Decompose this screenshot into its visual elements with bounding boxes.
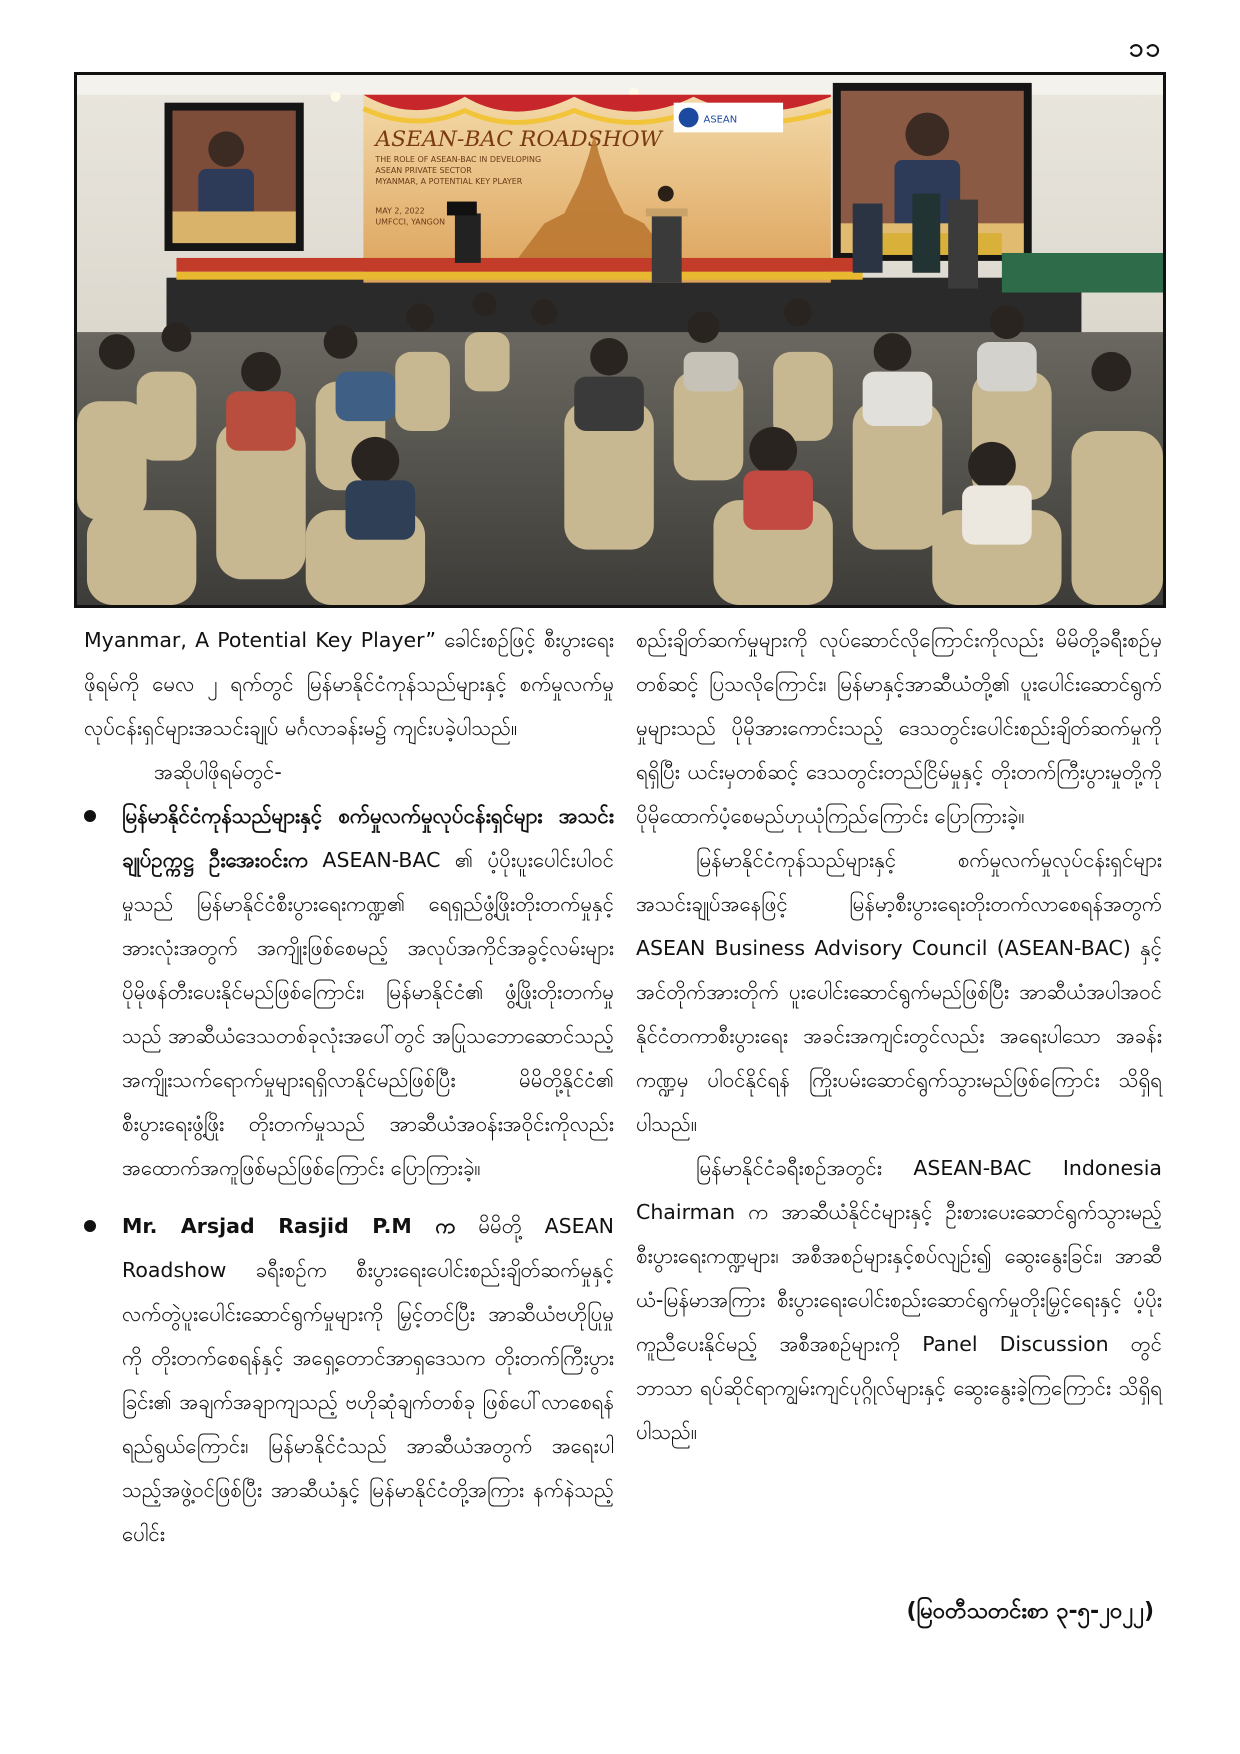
source-credit: (မြဝတီသတင်းစာ ၃-၅-၂၀၂၂) (906, 1599, 1154, 1624)
banner-subtitle-3: MYANMAR, A POTENTIAL KEY PLAYER (375, 176, 523, 186)
intro-paragraph: Myanmar, A Potential Key Player” ခေါင်းစဉ်ဖြင့် စီးပွားရေးဖိုရမ်ကို မေလ ၂ ရက်တွင် မြန်မာနိုင်ငံကုန်သည်များနှင့် စက်မှုလက်မှုလုပ်ငန်းရှင်များအသင်းချုပ် မင်္ဂလာခန်းမ၌ ကျင်းပခဲ့ပါသည်။ (84, 628, 614, 740)
forum-lead-paragraph: အဆိုပါဖိုရမ်တွင်- (154, 760, 282, 784)
banner-logo: ASEAN (703, 114, 738, 126)
right-column (636, 618, 1162, 1454)
banner-date: MAY 2, 2022 (375, 206, 425, 216)
bullet-speaker-name: Mr. Arsjad Rasjid P.M က (122, 1214, 456, 1238)
continued-paragraph: စည်းချိတ်ဆက်မှုများကို လုပ်ဆောင်လိုကြောင်းကိုလည်း မိမိတို့ခရီးစဉ်မှတစ်ဆင့် ပြသလိုကြောင်း၊ မြန်မာနှင့်အာဆီယံတို့၏ ပူးပေါင်းဆောင်ရွက်မှုများသည် ပိုမိုအားကောင်းသည့် ဒေသတွင်းပေါင်းစည်းချိတ်ဆက်မှုကိုရရှိပြီး ယင်းမှတစ်ဆင့် ဒေသတွင်းတည်ငြိမ်မှုနှင့် တိုးတက်ကြီးပွားမှုတို့ကို ပိုမိုထောက်ပံ့စေမည်ဟုယုံကြည်ကြောင်း ပြောကြားခဲ့။ (636, 628, 1162, 828)
banner-place: UMFCCI, YANGON (375, 217, 446, 227)
event-photo (74, 72, 1166, 608)
left-column (84, 618, 614, 1556)
bullet-speaker-statement: ASEAN-BAC ၏ ပံ့ပိုးပူးပေါင်းပါဝင်မှုသည် မြန်မာနိုင်ငံစီးပွားရေးကဏ္ဍ၏ ရေရှည်ဖွံ့ဖြိုးတိုးတက်မှုနှင့် အားလုံးအတွက် အကျိုးဖြစ်စေမည့် အလုပ်အကိုင်အခွင့်လမ်းများ ပိုမိုဖန်တီးပေးနိုင်မည်ဖြစ်ကြောင်း၊ မြန်မာနိုင်ငံ၏ ဖွံ့ဖြိုးတိုးတက်မှုသည် အာဆီယံဒေသတစ်ခုလုံးအပေါ်တွင် အပြုသဘောဆောင်သည့် အကျိုးသက်ရောက်မှုများရရှိလာနိုင်မည်ဖြစ်ပြီး မိမိတို့နိုင်ငံ၏ စီးပွားရေးဖွံ့ဖြိုး တိုးတက်မှုသည် အာဆီယံအဝန်းအဝိုင်းကိုလည်း အထောက်အကူဖြစ်မည်ဖြစ်ကြောင်း ပြောကြားခဲ့။ (122, 848, 615, 1180)
banner-subtitle-2: ASEAN PRIVATE SECTOR (375, 165, 472, 175)
page-number: ၁၁ (1128, 33, 1162, 63)
bullet-speaker-name: မြန်မာနိုင်ငံကုန်သည်များနှင့် စက်မှုလက်မှုလုပ်ငန်းရှင်များ အသင်းချုပ်ဥက္ကဋ္ဌ ဦးအေးဝင်းက (122, 804, 614, 872)
panel-discussion-paragraph: မြန်မာနိုင်ငံခရီးစဉ်အတွင်း ASEAN-BAC Indonesia Chairman က အာဆီယံနိုင်ငံများနှင့် ဦးစားပေးဆောင်ရွက်သွားမည့် စီးပွားရေးကဏ္ဍများ၊ အစီအစဉ်များနှင့်စပ်လျဉ်း၍ ဆွေးနွေးခြင်း၊ အာဆီယံ-မြန်မာအကြား စီးပွားရေးပေါင်းစည်းဆောင်ရွက်မှုတိုးမြှင့်ရေးနှင့် ပံ့ပိုးကူညီပေးနိုင်မည့် အစီအစဉ်များကို Panel Discussion တွင် ဘာသာ ရပ်ဆိုင်ရာကျွမ်းကျင်ပုဂ္ဂိုလ်များနှင့် ဆွေးနွေးခဲ့ကြကြောင်း သိရှိရပါသည်။ (636, 1156, 1162, 1444)
bullet-speaker-statement: မိမိတို့ ASEAN Roadshow ခရီးစဉ်က စီးပွားရေးပေါင်းစည်းချိတ်ဆက်မှုနှင့် လက်တွဲပူးပေါင်းဆောင်ရွက်မှုများကို မြှင့်တင်ပြီး အာဆီယံဗဟိုပြုမှုကို တိုးတက်စေရန်နှင့် အရှေ့တောင်အာရှဒေသက တိုးတက်ကြီးပွားခြင်း၏ အချက်အချာကျသည့် ဗဟိုဆုံချက်တစ်ခု ဖြစ်ပေါ်လာစေရန်ရည်ရွယ်ကြောင်း၊ မြန်မာနိုင်ငံသည် အာဆီယံအတွက် အရေးပါသည့်အဖွဲ့ဝင်ဖြစ်ပြီး အာဆီယံနှင့် မြန်မာနိုင်ငံတို့အကြား နက်နဲသည့် ပေါင်း (122, 1214, 614, 1546)
bullet-item-chairman (84, 794, 614, 1190)
event-photo-illustration (77, 75, 1163, 605)
umfcci-paragraph: မြန်မာနိုင်ငံကုန်သည်များနှင့် စက်မှုလက်မှုလုပ်ငန်းရှင်များ အသင်းချုပ်အနေဖြင့် မြန်မာ့စီးပွားရေးတိုးတက်လာစေရန်အတွက် ASEAN Business Advisory Council (ASEAN-BAC) နှင့် အင်တိုက်အားတိုက် ပူးပေါင်းဆောင်ရွက်မည်ဖြစ်ပြီး အာဆီယံအပါအဝင် နိုင်ငံတကာစီးပွားရေး အခင်းအကျင်းတွင်လည်း အရေးပါသော အခန်းကဏ္ဍမှ ပါဝင်နိုင်ရန် ကြိုးပမ်းဆောင်ရွက်သွားမည်ဖြစ်ကြောင်း သိရှိရပါသည်။ (636, 848, 1162, 1136)
banner-title: ASEAN-BAC ROADSHOW (375, 127, 663, 153)
banner-subtitle-1: THE ROLE OF ASEAN-BAC IN DEVELOPING (375, 155, 542, 165)
bullet-item-arsjad (84, 1204, 614, 1556)
